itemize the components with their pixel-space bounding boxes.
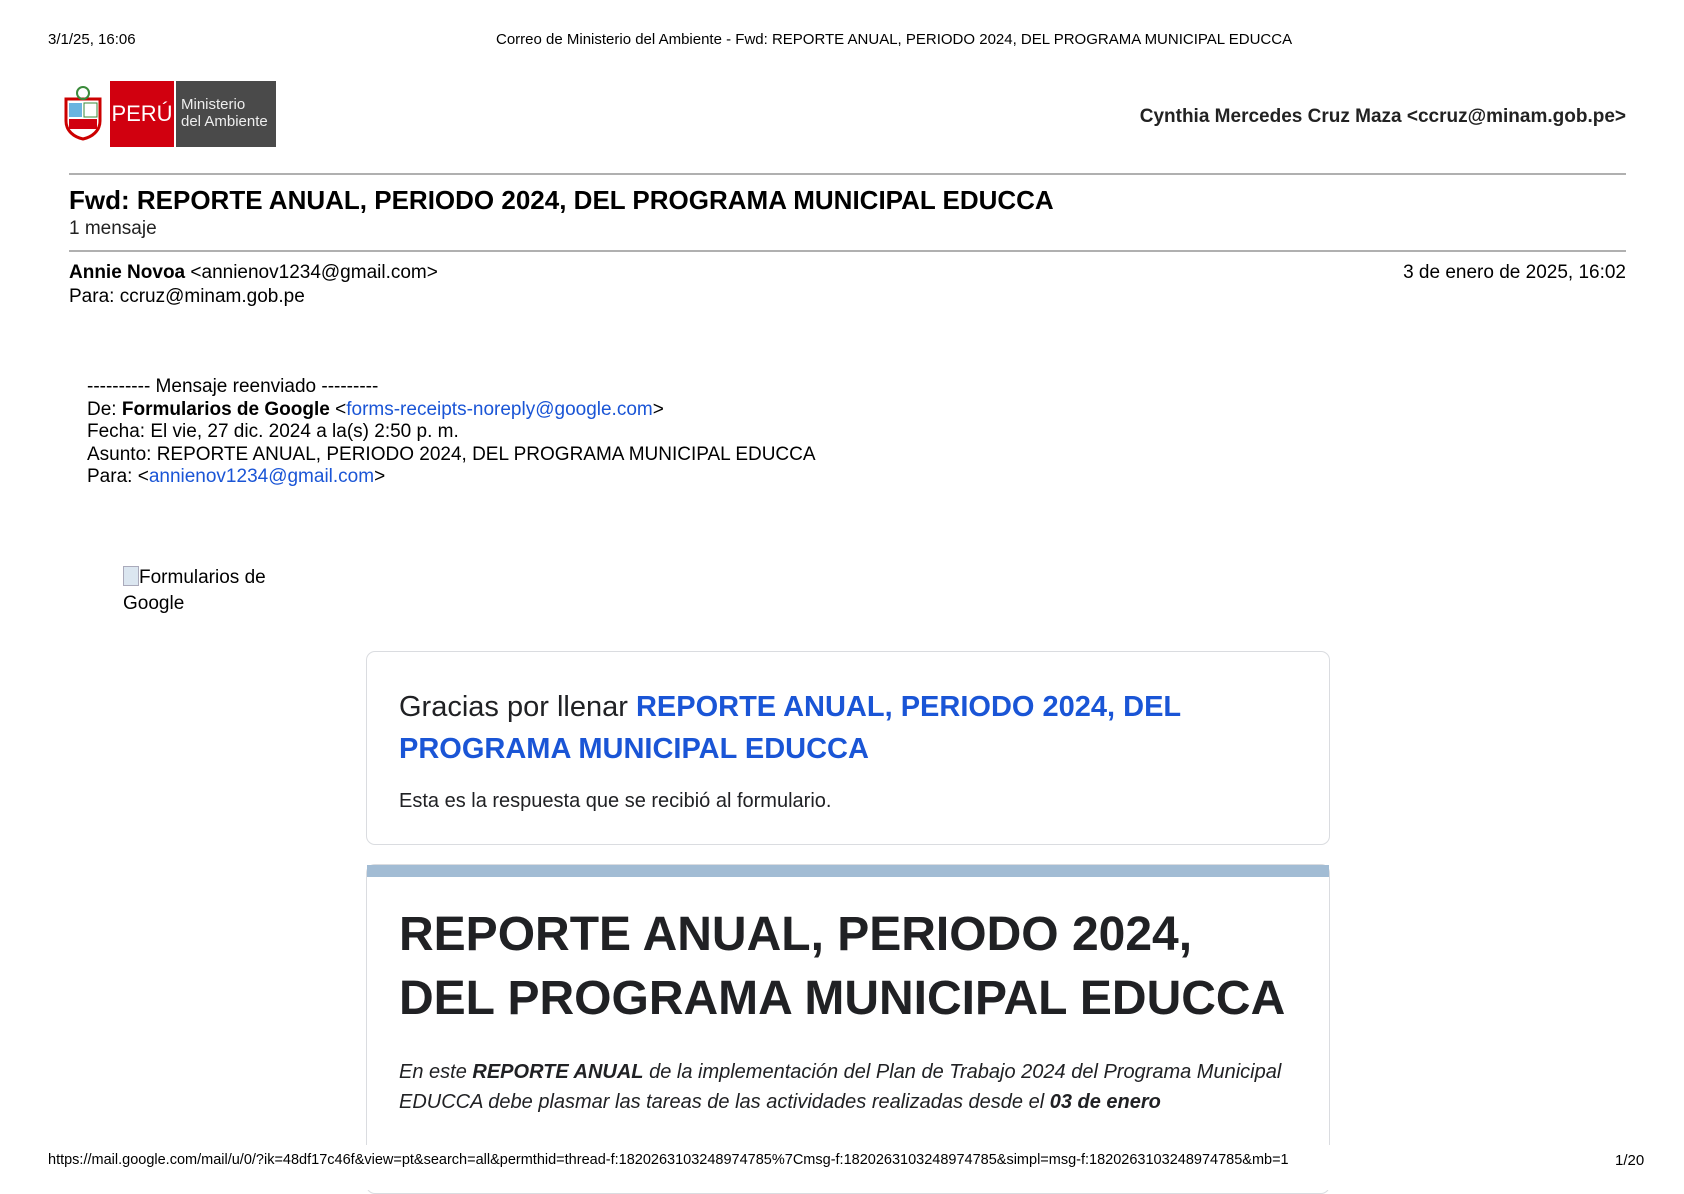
coat-of-arms-icon bbox=[60, 81, 106, 147]
forward-date: Fecha: El vie, 27 dic. 2024 a la(s) 2:50 p. m. bbox=[87, 421, 459, 443]
divider bbox=[69, 173, 1626, 175]
message-date: 3 de enero de 2025, 16:02 bbox=[1403, 262, 1626, 283]
thanks-heading: Gracias por llenar REPORTE ANUAL, PERIODO 2024, DEL PROGRAMA MUNICIPAL EDUCCA bbox=[399, 691, 1181, 765]
account-name: Cynthia Mercedes Cruz Maza <ccruz@minam.gob.pe> bbox=[1139, 106, 1626, 127]
sender-name: Annie Novoa bbox=[69, 262, 186, 283]
from-label: De: bbox=[87, 398, 122, 420]
message-count: 1 mensaje bbox=[69, 218, 157, 239]
from-name: Formularios de Google bbox=[121, 398, 330, 420]
card-accent-bar bbox=[367, 865, 1329, 877]
print-footer bbox=[0, 1145, 1684, 1190]
form-name-link[interactable]: REPORTE ANUAL, PERIODO 2024, DEL PROGRAMA MUNICIPAL EDUCCA bbox=[399, 691, 1181, 765]
print-title: Correo de Ministerio del Ambiente - Fwd: REPORTE ANUAL, PERIODO 2024, DEL PROGRAMA MUNICIPAL EDUCCA bbox=[496, 31, 1293, 48]
confirmation-subtitle: Esta es la respuesta que se recibió al formulario. bbox=[399, 790, 832, 812]
sender bbox=[69, 262, 438, 284]
form-description: En este REPORTE ANUAL de la implementación del Plan de Trabajo 2024 del Programa Municipal EDUCCA debe plasmar las tareas de las actividades realizadas desde el 03 de enero bbox=[399, 1061, 1282, 1113]
recipient: Para: ccruz@minam.gob.pe bbox=[69, 286, 305, 307]
logo-ministry: Ministerio del Ambiente bbox=[176, 81, 276, 147]
page-url: https://mail.google.com/mail/u/0/?ik=48df17c46f&view=pt&search=all&permthid=thread-f:1820263103248974785%7Cmsg-f:1820263103248974785&simpl=msg-f:1820263103248974785&mb=1 bbox=[48, 1152, 1289, 1168]
form-title: REPORTE ANUAL, PERIODO 2024, DEL PROGRAMA MUNICIPAL EDUCCA bbox=[399, 908, 1286, 1025]
to-email-link[interactable]: annienov1234@gmail.com bbox=[148, 466, 375, 488]
broken-image-icon bbox=[123, 566, 139, 586]
print-datetime: 3/1/25, 16:06 bbox=[48, 31, 136, 48]
forward-separator: ---------- Mensaje reenviado --------- bbox=[87, 376, 379, 397]
forwarded-header: ---------- Mensaje reenviado --------- De: Formularios de Google <forms-receipts-noreply@google.com> Fecha: El vie, 27 dic. 2024 a la(s) 2:50 p. m. Asunto: REPORTE ANUAL, PERIODO 2024, DEL PROGRAMA MUNICIPAL EDUCCA Para: <annienov1234@gmail.com> bbox=[87, 376, 816, 488]
thread-subject: Fwd: REPORTE ANUAL, PERIODO 2024, DEL PROGRAMA MUNICIPAL EDUCCA bbox=[69, 185, 1054, 215]
forward-subject: Asunto: REPORTE ANUAL, PERIODO 2024, DEL PROGRAMA MUNICIPAL EDUCCA bbox=[87, 443, 816, 465]
from-email-link[interactable]: forms-receipts-noreply@google.com bbox=[346, 398, 653, 420]
logo-peru: PERÚ bbox=[110, 81, 174, 147]
to-label: Para: bbox=[87, 466, 138, 488]
confirmation-card bbox=[366, 651, 1330, 845]
broken-image: Formularios de Google bbox=[123, 567, 266, 614]
sender-email: <annienov1234@gmail.com> bbox=[190, 262, 438, 283]
ministry-logo bbox=[60, 81, 276, 147]
page-number: 1/20 bbox=[1615, 1152, 1645, 1169]
divider bbox=[69, 250, 1626, 252]
